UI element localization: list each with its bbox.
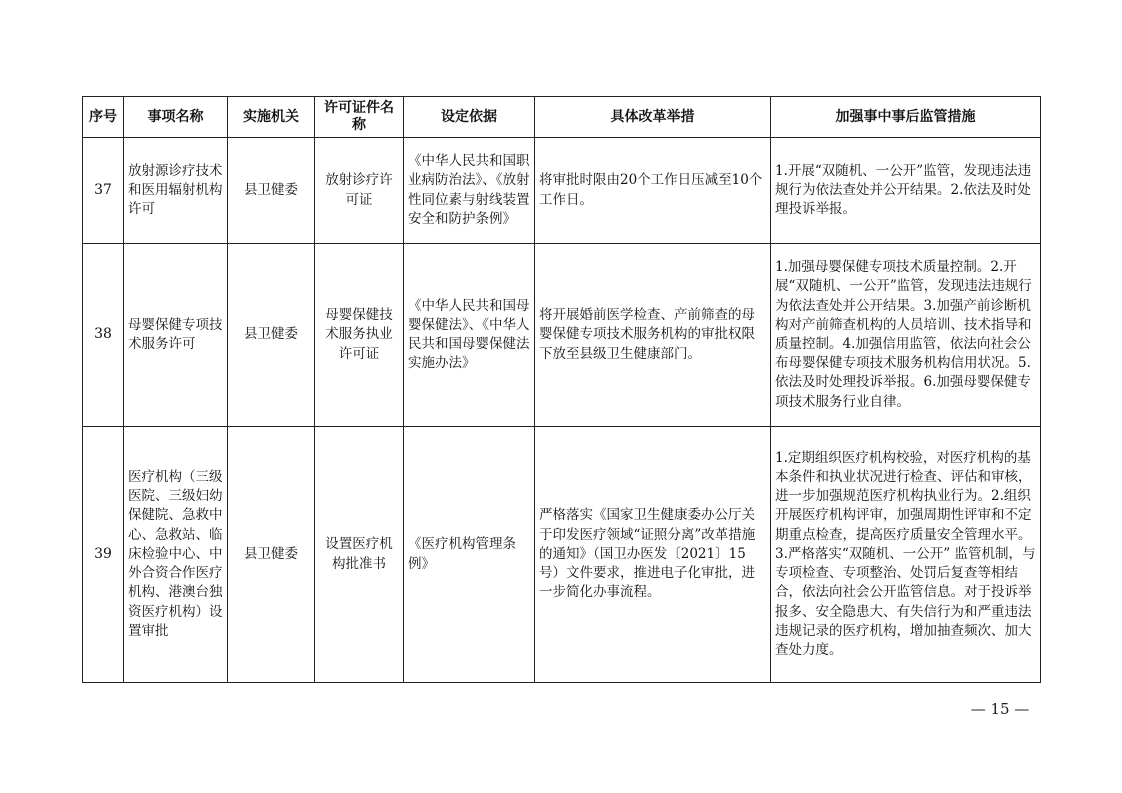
table-row: [83, 244, 1041, 427]
table-header-row: [83, 97, 1041, 138]
header-agency: 实施机关: [228, 97, 315, 138]
header-legal-basis: 设定依据: [404, 97, 535, 138]
table-row: [83, 138, 1041, 244]
row-agency: 县卫健委: [228, 244, 315, 427]
row-license-name: 放射诊疗许可证: [315, 138, 404, 244]
row-serial-number: 37: [83, 138, 124, 244]
row-supervision-measures: 1.定期组织医疗机构校验，对医疗机构的基本条件和执业状况进行检查、评估和审核，进一步加强规范医疗机构执业行为。2.组织开展医疗机构评审，加强周期性评审和不定期重点检查，提高医疗质量安全管理水平。3.严格落实“双随机、一公开” 监管机制，与专项检查、专项整治、处罚后复查等相结合，依法向社会公开监管信息。对于投诉举报多、安全隐患大、有失信行为和严重违法违规记录的医疗机构，增加抽查频次、加大查处力度。: [771, 427, 1041, 683]
row-reform-measures: 将审批时限由20个工作日压减至10个工作日。: [535, 138, 771, 244]
row-serial-number: 39: [83, 427, 124, 683]
row-license-name: 母婴保健技术服务执业许可证: [315, 244, 404, 427]
row-legal-basis: 《中华人民共和国职业病防治法》、《放射性同位素与射线装置安全和防护条例》: [404, 138, 535, 244]
row-reform-measures: 严格落实《国家卫生健康委办公厅关于印发医疗领域“证照分离”改革措施的通知》（国卫办医发〔2021〕15号）文件要求，推进电子化审批，进一步简化办事流程。: [535, 427, 771, 683]
row-agency: 县卫健委: [228, 427, 315, 683]
row-supervision-measures: 1.加强母婴保健专项技术质量控制。2.开展“双随机、一公开”监管，发现违法违规行为依法查处并公开结果。3.加强产前诊断机构对产前筛查机构的人员培训、技术指导和质量控制。4.加强信用监管，依法向社会公布母婴保健专项技术服务机构信用状况。5.依法及时处理投诉举报。6.加强母婴保健专项技术服务行业自律。: [771, 244, 1041, 427]
row-supervision-measures: 1.开展“双随机、一公开”监管，发现违法违规行为依法查处并公开结果。2.依法及时处理投诉举报。: [771, 138, 1041, 244]
header-supervision-measures: 加强事中事后监管措施: [771, 97, 1041, 138]
row-item-name: 母婴保健专项技术服务许可: [124, 244, 228, 427]
row-agency: 县卫健委: [228, 138, 315, 244]
header-license-name: 许可证件名称: [315, 97, 404, 138]
table-row: [83, 427, 1041, 683]
reform-table: [82, 96, 1041, 683]
header-serial-number: 序号: [83, 97, 124, 138]
row-item-name: 医疗机构（三级医院、三级妇幼保健院、急救中心、急救站、临床检验中心、中外合资合作医疗机构、港澳台独资医疗机构）设置审批: [124, 427, 228, 683]
row-legal-basis: 《医疗机构管理条例》: [404, 427, 535, 683]
header-reform-measures: 具体改革举措: [535, 97, 771, 138]
header-item-name: 事项名称: [124, 97, 228, 138]
row-item-name: 放射源诊疗技术和医用辐射机构许可: [124, 138, 228, 244]
row-license-name: 设置医疗机构批准书: [315, 427, 404, 683]
row-serial-number: 38: [83, 244, 124, 427]
row-legal-basis: 《中华人民共和国母婴保健法》、《中华人民共和国母婴保健法实施办法》: [404, 244, 535, 427]
page-number: — 15 —: [970, 700, 1030, 718]
row-reform-measures: 将开展婚前医学检查、产前筛查的母婴保健专项技术服务机构的审批权限下放至县级卫生健康部门。: [535, 244, 771, 427]
